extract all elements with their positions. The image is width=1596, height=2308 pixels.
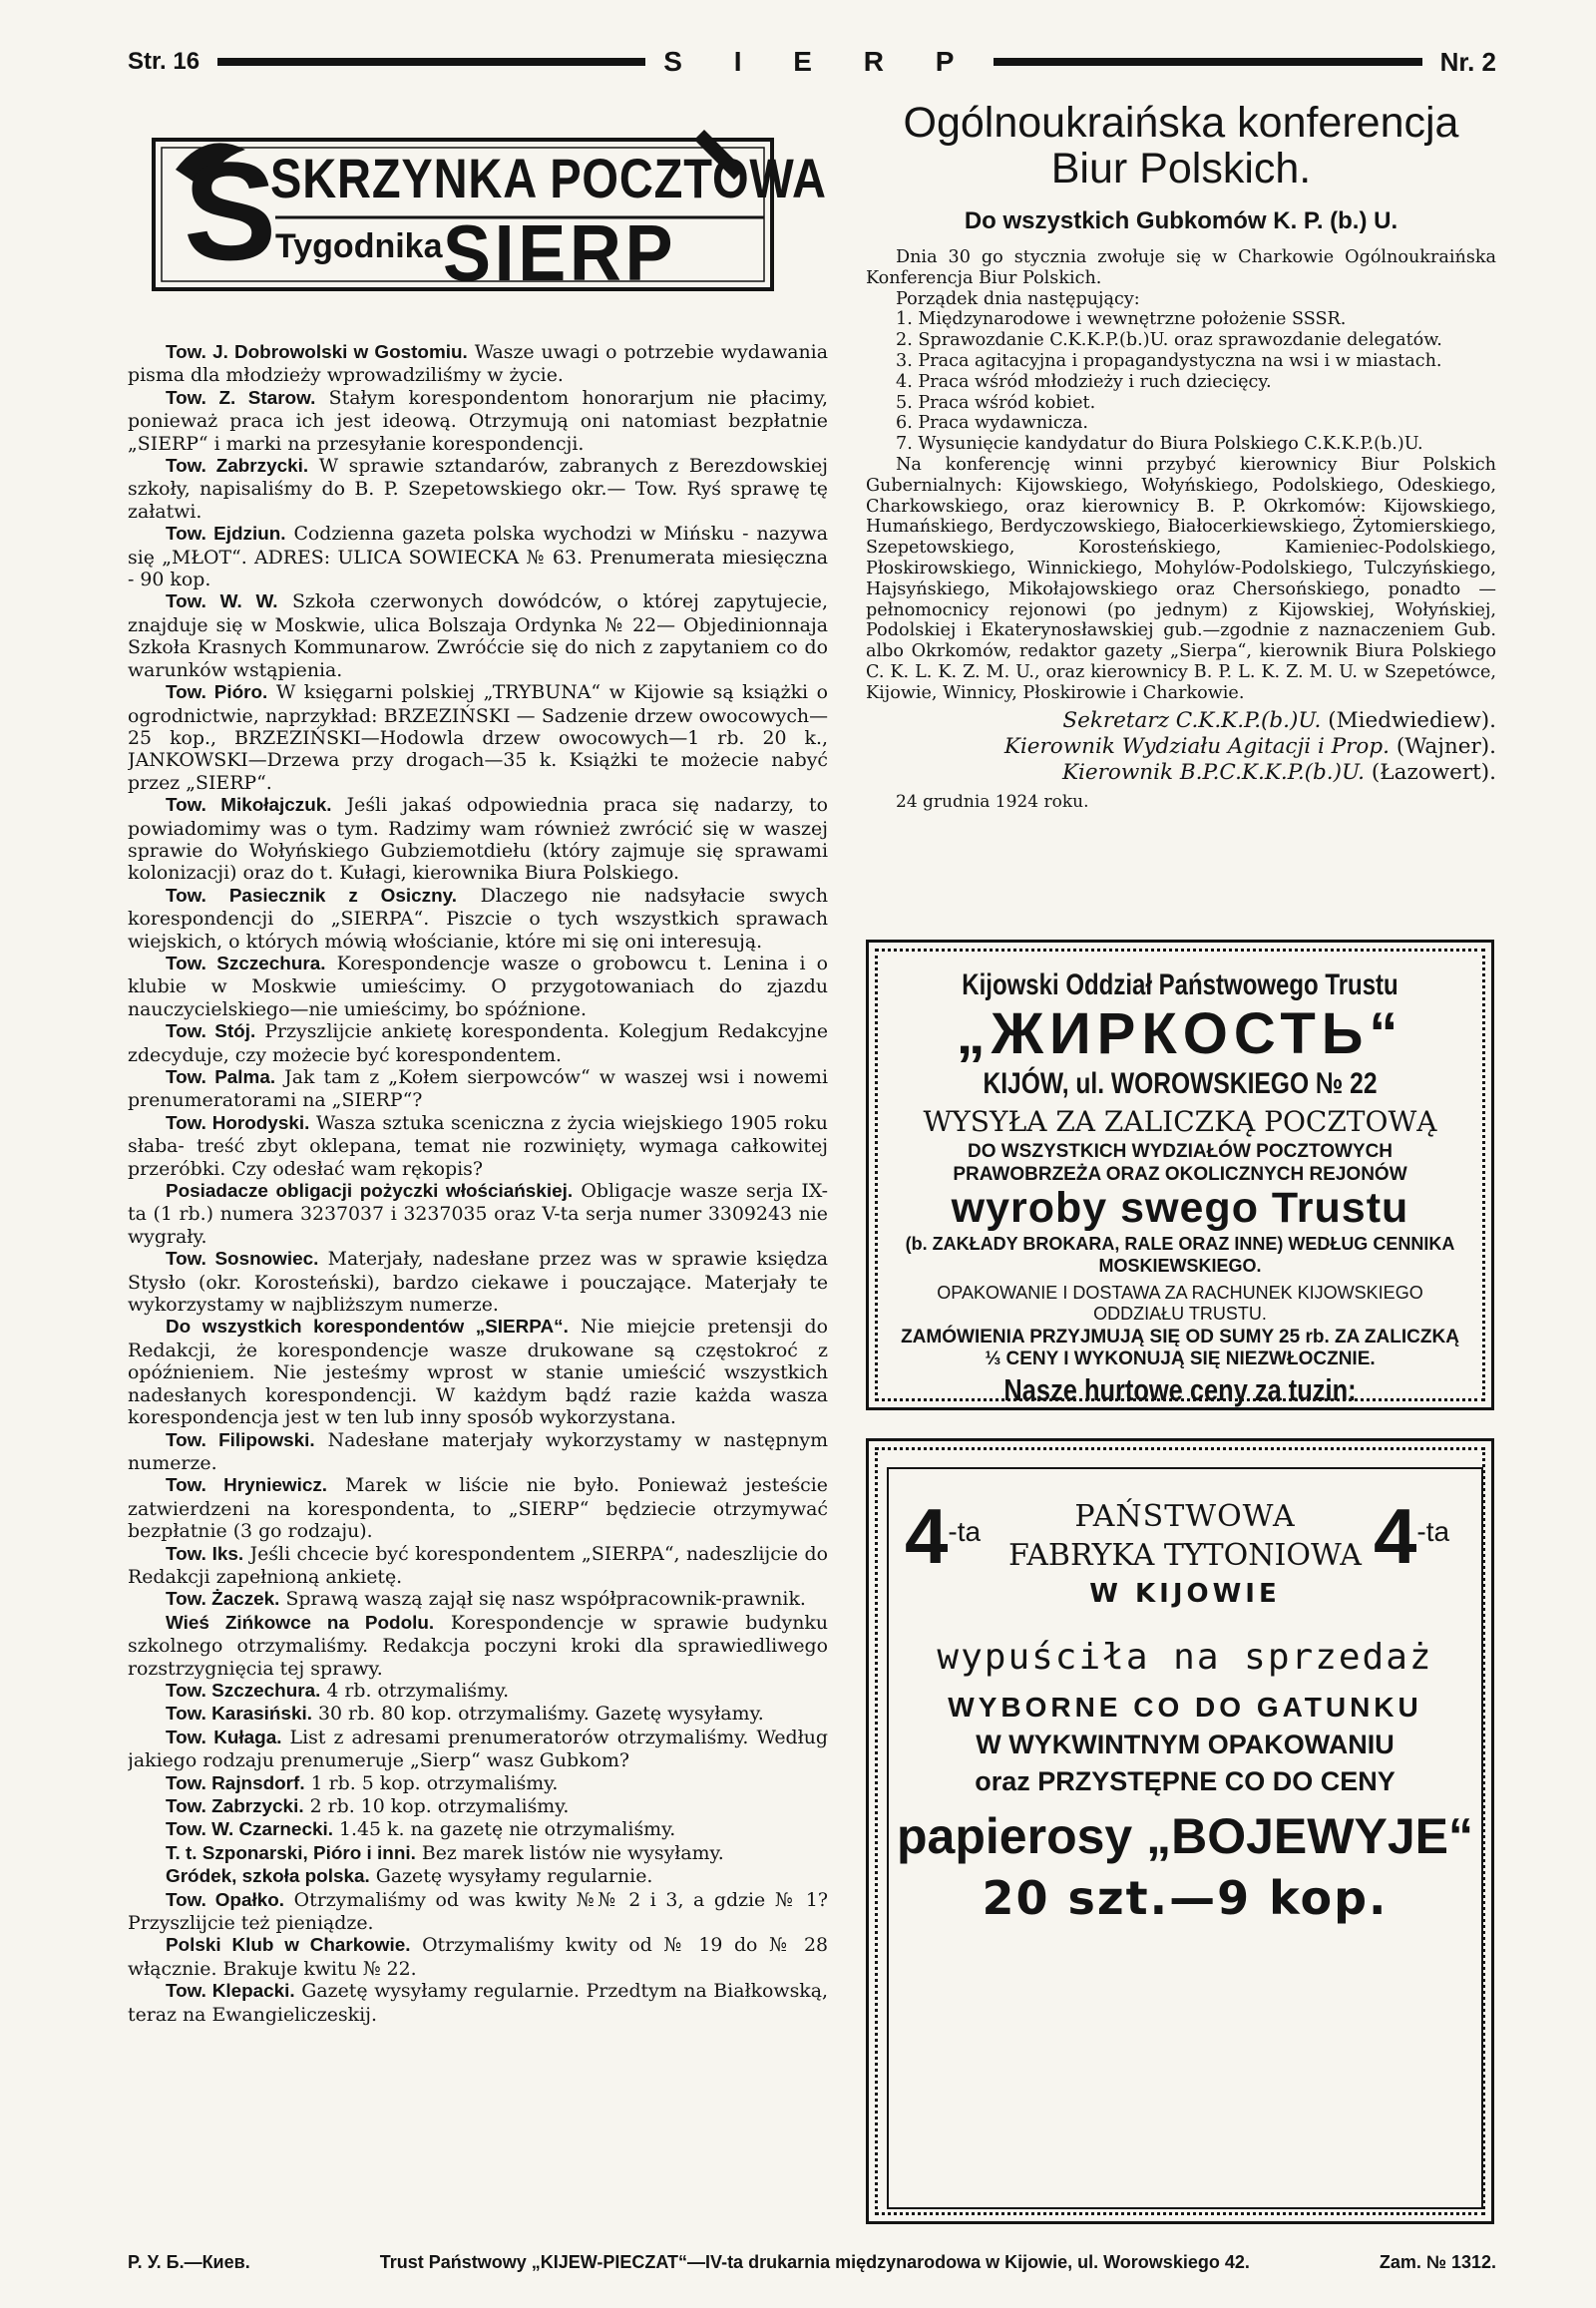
letter-reply: Wasza sztuka sceniczna z życia wiejskiego 1905 roku słaba- treść zbyt oklepana, temat nie rozwinięty, wymaga całkowitej przeróbki. Czy odesłać wam rękopis? xyxy=(128,1111,828,1180)
letter-entry xyxy=(128,1680,828,1703)
zirkost-advertisement xyxy=(866,940,1494,1410)
agenda-item: 4. Praca wśród młodzieży i ruch dziecięcy. xyxy=(896,371,1272,392)
conference-body xyxy=(866,247,1496,704)
agenda-item: 3. Praca agitacyjna i propagandystyczna na wsi i w miastach. xyxy=(896,350,1442,371)
letter-reply: 30 rb. 80 kop. otrzymaliśmy. Gazetę wysyłamy. xyxy=(318,1703,764,1726)
letter-entry xyxy=(128,1842,828,1865)
letter-reply: 1 rb. 5 kop. otrzymaliśmy. xyxy=(310,1771,559,1794)
letter-addressee: Tow. Pióro. xyxy=(166,682,268,704)
letter-reply: W księgarni polskiej „TRYBUNA“ w Kijowie są książki o ogrodnictwie, naprzykład: BRZEZIŃSKI — Sadzenie drzew owocowych—25 kop., BRZEZIŃSKI—Hodowla drzew owocowych—1 rb. 20 k., JANKOWSKI—Drzewa przy drogach—35 k. Książki te możecie nabyć przez „SIERP“. xyxy=(128,681,828,794)
letter-addressee: Tow. W. W. xyxy=(166,591,278,613)
letter-reply: Gazetę wysyłamy regularnie. xyxy=(375,1865,653,1888)
signature-bureau xyxy=(866,760,1496,786)
letter-entry xyxy=(128,953,828,1020)
letter-reply: Szkoła czerwonych dowódców, o której zapytujecie, znajduje się w Moskwie, ulica Bolszaja Ordynka № 22— Objedinionnaja Szkoła Krasnych Kommunarow. Zwróćcie się do nich z zapytaniem co do warunków wstąpienia. xyxy=(128,590,828,681)
letter-addressee: T. t. Szponarski, Pióro i inni. xyxy=(166,1842,416,1864)
letter-entry xyxy=(128,1818,828,1841)
letter-addressee: Tow. Rajnsdorf. xyxy=(166,1772,305,1794)
letter-reply: Nadesłane materjały wykorzystamy w następnym numerze. xyxy=(128,1428,828,1474)
letter-addressee: Tow. Żaczek. xyxy=(166,1589,280,1611)
conference-signatures xyxy=(866,708,1496,786)
masthead-title: S I E R P xyxy=(663,46,977,77)
letter-reply: Jeśli chcecie być korespondentem „SIERPA“, nadeszlijcie do Redakcji zapełnioną ankietę. xyxy=(128,1542,828,1588)
letter-reply: Sprawą waszą zajął się nasz współpracownik-prawnik. xyxy=(285,1588,806,1611)
signature-name: (Wajner). xyxy=(1396,733,1496,759)
footer-left: P. У. Б.—Киев. xyxy=(128,2252,250,2272)
factory-number: 4 xyxy=(905,1492,949,1580)
letter-addressee: Tow. Ejdziun. xyxy=(166,524,286,546)
ad1-line8: OPAKOWANIE I DOSTAWA ZA RACHUNEK KIJOWSKIEGO ODDZIAŁU TRUSTU. xyxy=(937,1283,1423,1324)
tobacco-ad-frame xyxy=(887,1467,1483,2209)
page-header xyxy=(128,40,1496,84)
signature-agitation xyxy=(866,734,1496,760)
logo-sierp: SIERP xyxy=(443,208,677,297)
letter-addressee: Tow. Szczechura. xyxy=(166,1680,321,1702)
agenda-item: 2. Sprawozdanie C.K.K.P.(b.)U. oraz sprawozdanie delegatów. xyxy=(896,330,1442,351)
letter-reply: 4 rb. otrzymaliśmy. xyxy=(326,1679,510,1702)
letter-addressee: Tow. Sosnowiec. xyxy=(166,1249,319,1271)
letter-entry xyxy=(128,1795,828,1818)
letter-entry xyxy=(128,794,828,885)
letter-entry xyxy=(128,1066,828,1112)
letter-addressee: Tow. Klepacki. xyxy=(166,1981,295,2003)
letter-entry xyxy=(128,590,828,681)
ad2-line4: wypuściła na sprzedaż xyxy=(937,1637,1433,1678)
page-number: Str. 16 xyxy=(128,48,200,75)
agenda-item: 6. Praca wydawnicza. xyxy=(896,413,1089,434)
letter-reply: Stałym korespondentom honorarjum nie płacimy, ponieważ praca ich jest ideową. Otrzymują oni natomiast bezpłatnie „SIERP“ i marki na przesyłanie korespondencji. xyxy=(128,386,828,455)
agenda-item: 5. Praca wśród kobiet. xyxy=(896,392,1096,413)
letter-entry xyxy=(128,1180,828,1248)
letter-reply: Codzienna gazeta polska wychodzi w Mińsku - nazywa się „MŁOT“. ADRES: ULICA SOWIECKA № 63. Prenumerata miesięczna - 90 kop. xyxy=(128,523,828,591)
agenda-item: 7. Wysunięcie kandydatur do Biura Polskiego C.K.K.P.(b.)U. xyxy=(896,434,1423,455)
letter-reply: W sprawie sztandarów, zabranych z Berezdowskiej szkoły, napisaliśmy do B. P. Szepetowskiego okr.— Tow. Ryś sprawę tę załatwi. xyxy=(128,455,828,523)
factory-number-left xyxy=(905,1492,982,1580)
letter-entry xyxy=(128,1543,828,1589)
footer-order: Zam. № 1312. xyxy=(1379,2252,1496,2272)
letter-reply: Nie miejcie pretensji do Redakcji, że korespondencje wasze drukowane są częstokroć z opóźnieniem. Nie jesteśmy wprost w stanie umieścić wszystkich nadesłanych korespondencji. W każdym bądź razie każda wasza korespondencja jest w ten lub inny sposób wykorzystana. xyxy=(128,1316,828,1429)
ad2-price: 20 szt.—9 kop. xyxy=(982,1871,1389,1925)
letter-entry xyxy=(128,1429,828,1475)
right-column xyxy=(866,100,1496,2224)
letter-addressee: Do wszystkich korespondentów „SIERPA“. xyxy=(166,1317,569,1339)
signature-secretary xyxy=(866,708,1496,734)
letter-addressee: Tow. J. Dobrowolski w Gostomiu. xyxy=(166,342,468,363)
letter-addressee: Tow. Palma. xyxy=(166,1067,276,1088)
conference-date: 24 grudnia 1924 roku. xyxy=(896,791,1089,812)
letter-reply: Przyszlijcie ankietę korespondenta. Kolegjum Redakcyjne zdecyduje, czy możecie być korespondentem. xyxy=(128,1020,828,1066)
mailbox-logo xyxy=(146,110,827,309)
ad1-prices-heading: Nasze hurtowe ceny za tuzin: xyxy=(1003,1372,1357,1407)
letter-reply: Otrzymaliśmy od was kwity №№ 2 i 3, a gdzie № 1? Przyszlijcie też pieniądze. xyxy=(128,1888,828,1935)
letter-addressee: Gródek, szkoła polska. xyxy=(166,1866,370,1888)
ad1-address: KIJÓW, ul. WOROWSKIEGO № 22 xyxy=(983,1067,1378,1100)
letter-addressee: Tow. Mikołajczuk. xyxy=(166,795,332,817)
conference-intro: Dnia 30 go stycznia zwołuje się w Charkowie Ogólnoukraińska Konferencja Biur Polskich. xyxy=(866,247,1496,288)
logo-subtitle: Tygodnika xyxy=(275,227,443,265)
signature-name: (Miedwiediew). xyxy=(1328,707,1496,733)
svg-text:S: S xyxy=(184,133,277,289)
signature-role: Kierownik Wydziału Agitacji i Prop. xyxy=(1003,733,1390,759)
ad1-line7: (b. ZAKŁADY BROKARA, RALE ORAZ INNE) WEDŁUG CENNIKA MOSKIEWSKIEGO. xyxy=(905,1234,1455,1276)
letter-addressee: Tow. Hryniewicz. xyxy=(166,1475,328,1497)
factory-number-suffix: -ta xyxy=(948,1516,982,1547)
letter-addressee: Tow. Z. Starow. xyxy=(166,387,316,409)
tobacco-ad-head xyxy=(1008,1499,1362,1609)
conference-order: Porządek dnia następujący: xyxy=(896,288,1140,309)
letter-reply: Korespondencje wasze o grobowcu t. Lenina i o klubie w Moskwie umieścimy. O przygotowaniach do zjazdu nauczycielskiego—nie umieścimy, bo spóźnione. xyxy=(128,952,828,1020)
ad1-line5: DO WSZYSTKICH WYDZIAŁÓW POCZTOWYCH PRAWOBRZEŻA ORAZ OKOLICZNYCH REJONÓW xyxy=(953,1141,1407,1185)
header-rule-right xyxy=(994,58,1421,66)
signature-role: Kierownik B.P.C.K.K.P.(b.)U. xyxy=(1061,759,1366,785)
letter-reply: Dlaczego nie nadsyłacie swych korespondencji do „SIERPA“. Piszcie o tych wszystkich sprawach wiejskich, o których mówią włościanie, które mi się oni interesują. xyxy=(128,884,828,953)
factory-number: 4 xyxy=(1374,1492,1417,1580)
letter-entry xyxy=(128,1865,828,1888)
issue-number: Nr. 2 xyxy=(1439,46,1497,77)
letter-addressee: Wieś Zińkowce na Podolu. xyxy=(166,1612,435,1634)
letter-reply: Korespondencje w sprawie budynku szkolnego otrzymaliśmy. Redakcja poczyni kroki dla sprawiedliwego rozstrzygnięcia tej sprawy. xyxy=(128,1611,828,1680)
letter-addressee: Tow. Kułaga. xyxy=(166,1727,282,1748)
letter-reply: Otrzymaliśmy kwity od № 19 do № 28 włącznie. Brakuje kwitu № 22. xyxy=(128,1934,828,1980)
tobacco-advertisement xyxy=(866,1438,1494,2224)
factory-number-suffix: -ta xyxy=(1416,1516,1450,1547)
letter-entry xyxy=(128,1474,828,1542)
footer-printer: Trust Państwowy „KIJEW-PIECZAT“—IV-ta drukarnia międzynarodowa w Kijowie, ul. Worowskiego 42. xyxy=(379,2252,1250,2272)
letter-addressee: Polski Klub w Charkowie. xyxy=(166,1935,411,1957)
letter-reply: Marek w liście nie było. Ponieważ jesteście zatwierdzeni na korespondenta, to „SIERP“ będziecie otrzymywać bezpłatnie (3 go rodzaju). xyxy=(128,1474,828,1543)
letter-addressee: Tow. Iks. xyxy=(166,1543,244,1565)
page-footer xyxy=(128,2252,1496,2278)
conference-agenda xyxy=(866,309,1496,455)
ad1-line9: ZAMÓWIENIA PRZYJMUJĄ SIĘ OD SUMY 25 rb. ZA ZALICZKĄ ⅓ CENY I WYKONUJĄ SIĘ NIEZWŁOCZNIE. xyxy=(901,1327,1459,1369)
letter-reply: Obligacje wasze serja IX-ta (1 rb.) numera 3237037 i 3237035 oraz V-ta serja numer 3309243 nie wygrały. xyxy=(128,1180,828,1248)
ad1-line4: WYSYŁA ZA ZALICZKĄ POCZTOWĄ xyxy=(923,1105,1437,1138)
conference-text: Na konferencję winni przybyć kierownicy Biur Polskich Gubernialnych: Kijowskiego, Wołyńskiego, Podolskiego, Odeskiego, Charkowskiego, oraz kierownicy B. P. Okrkomów: Kijowskiego, Humańskiego, Berdyczowskiego, Białocerkiewskiego, Żytomierskiego, Szepetowskiego, Korosteńskiego, Kamieniec-Podolskiego, Płoskirowskiego, Winnickiego, Mohylów-Podolskiego, Tulczyńskiego, Hajsyńskiego, Mikołajowskiego oraz Chersońskiego, ponadto — pełnomocnicy rejonowi (po jednym) z Kijowskiej, Wołyńskiej, Podolskiej i Ekaterynosławskiej gub.—zgodnie z naznaczeniem Gub. albo Okrkomów, redaktor gazety „Sierpa“, kierownik Biura Polskiego C. K. L. K. Z. M. U., oraz kierownicy B. P. L. K. Z. M. U. w Szepetówce, Kijowie, Winnicy, Płoskirowie i Charkowie. xyxy=(866,454,1496,703)
letter-entry xyxy=(128,1020,828,1066)
conference-title xyxy=(866,100,1496,192)
mailbox-column xyxy=(128,102,828,2221)
ad2-line3: W KIJOWIE xyxy=(1089,1579,1281,1609)
logo-title: SKRZYNKA POCZTOWA xyxy=(270,147,827,209)
letter-entry xyxy=(128,1703,828,1726)
letter-reply: Jeśli jakaś odpowiednia praca się nadarzy, to powiadomimy was o tym. Radzimy wam również zwrócić się w waszej sprawie do Wołyńskiego Gubziemotdiełu (który zajmuje się sprawami kolonizacji) oraz do t. Kułagi, kierownika Biura Polskiego. xyxy=(128,794,828,885)
letter-entry xyxy=(128,885,828,953)
mailbox-letters xyxy=(128,341,828,2026)
letter-entry xyxy=(128,1727,828,1772)
letter-reply: 1.45 k. na gazetę nie otrzymaliśmy. xyxy=(338,1818,676,1841)
letter-entry xyxy=(128,1316,828,1428)
letter-entry xyxy=(128,1772,828,1795)
letter-addressee: Tow. Zabrzycki. xyxy=(166,456,309,478)
letter-addressee: Tow. Filipowski. xyxy=(166,1429,315,1451)
letter-entry xyxy=(128,1112,828,1180)
letter-entry xyxy=(128,341,828,387)
conference-subtitle: Do wszystkich Gubkomów K. P. (b.) U. xyxy=(964,207,1398,234)
letter-reply: Bez marek listów nie wysyłamy. xyxy=(421,1841,724,1864)
letter-addressee: Tow. Karasiński. xyxy=(166,1704,312,1726)
letter-entry xyxy=(128,1612,828,1680)
ad1-line1: Kijowski Oddział Państwowego Trustu xyxy=(962,968,1398,1001)
letter-entry xyxy=(128,1248,828,1316)
letter-entry xyxy=(128,1980,828,2026)
letter-entry xyxy=(128,681,828,794)
letter-addressee: Tow. Stój. xyxy=(166,1021,256,1043)
conference-title-line1: Ogólnoukraińska konferencja xyxy=(903,100,1459,147)
signature-role: Sekretarz C.K.K.P.(b.)U. xyxy=(1062,707,1322,733)
letter-reply: Materjały, nadesłane przez was w sprawie księdza Stysło (okr. Korosteński), bardzo ciekawe i pouczające. Materjały te wykorzystamy w najbliższym numerze. xyxy=(128,1248,828,1317)
ad2-line2: FABRYKA TYTONIOWA xyxy=(1008,1538,1362,1573)
letter-reply: Wasze uwagi o potrzebie wydawania pisma dla młodzieży wprowadziliśmy w życie. xyxy=(128,341,828,387)
letter-entry xyxy=(128,1934,828,1980)
letter-reply: Jak tam z „Kołem sierpowców“ w waszej wsi i nowemi prenumeratorami na „SIERP“? xyxy=(128,1066,828,1112)
factory-number-right xyxy=(1374,1492,1450,1580)
letter-addressee: Tow. W. Czarnecki. xyxy=(166,1819,333,1841)
ad2-line6: W WYKWINTNYM OPAKOWANIU xyxy=(976,1730,1395,1759)
ad2-line1: PAŃSTWOWA xyxy=(1074,1499,1296,1534)
letter-entry xyxy=(128,455,828,523)
ad1-brand: „ЖИРКОСТЬ“ xyxy=(956,1001,1404,1066)
letter-addressee: Tow. Zabrzycki. xyxy=(166,1796,304,1817)
header-rule-left xyxy=(217,58,645,66)
signature-name: (Łazowert). xyxy=(1371,759,1496,785)
ad2-product: papierosy „BOJEWYJE“ xyxy=(897,1808,1473,1864)
letter-reply: 2 rb. 10 kop. otrzymaliśmy. xyxy=(309,1795,570,1817)
agenda-item: 1. Międzynarodowe i wewnętrzne położenie SSSR. xyxy=(896,309,1347,330)
letter-addressee: Tow. Horodyski. xyxy=(166,1112,310,1134)
letter-addressee: Posiadacze obligacji pożyczki włościańskiej. xyxy=(166,1181,574,1203)
letter-reply: List z adresami prenumeratorów otrzymaliśmy. Według jakiego rodzaju prenumeruje „Sierp“ wasz Gubkom? xyxy=(128,1726,828,1772)
ad1-products: wyroby swego Trustu xyxy=(951,1184,1409,1232)
letter-entry xyxy=(128,387,828,455)
ad2-line5: WYBORNE CO DO GATUNKU xyxy=(948,1692,1422,1723)
letter-addressee: Tow. Opałko. xyxy=(166,1889,285,1911)
ad2-line7: oraz PRZYSTĘPNE CO DO CENY xyxy=(975,1766,1396,1796)
letter-entry xyxy=(128,1889,828,1935)
letter-addressee: Tow. Szczechura. xyxy=(166,953,326,974)
letter-entry xyxy=(128,523,828,590)
conference-title-line2: Biur Polskich. xyxy=(1050,145,1312,192)
letter-addressee: Tow. Pasiecznik z Osiczny. xyxy=(166,885,457,907)
tobacco-ad-body xyxy=(889,1637,1481,1925)
letter-entry xyxy=(128,1588,828,1611)
letter-reply: Gazetę wysyłamy regularnie. Przedtym na Białkowską, teraz na Ewangieliczeskij. xyxy=(128,1980,828,2026)
